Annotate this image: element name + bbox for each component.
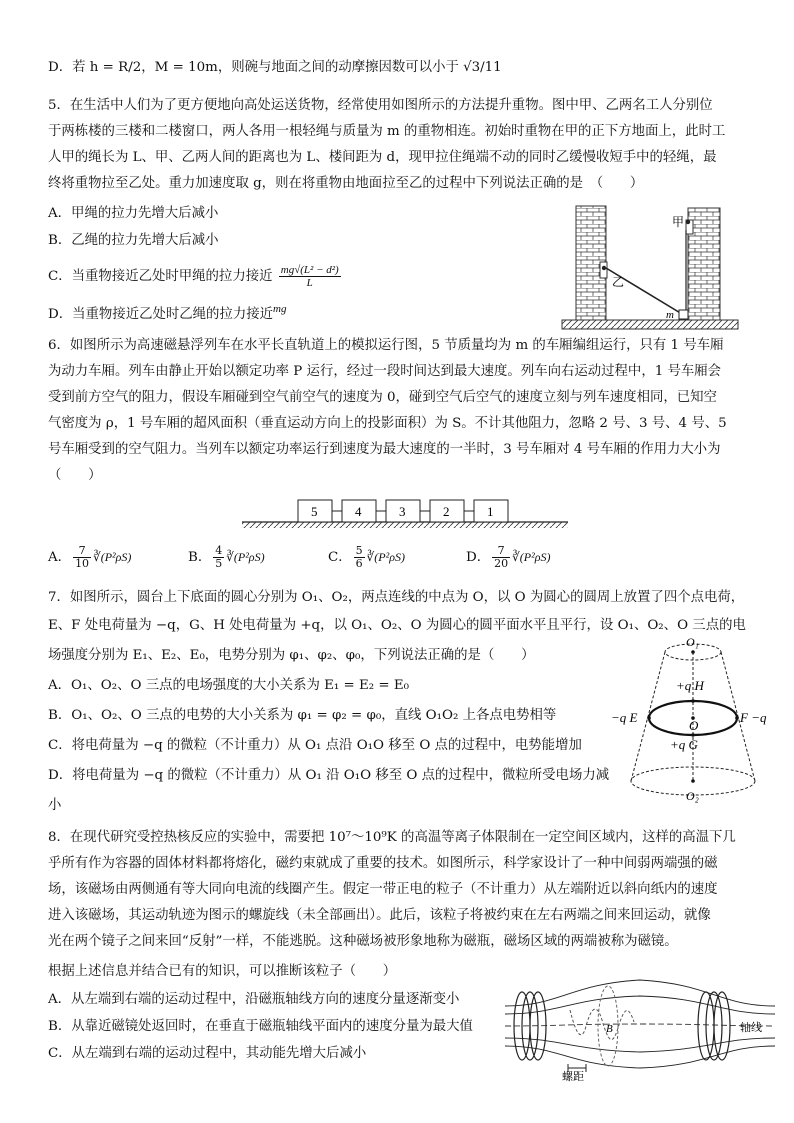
q6-option-c-label: C． — [328, 550, 352, 565]
q6-stem-line2: 为动力车厢。列车由静止开始以额定功率 P 运行，经过一段时间达到最大速度。列车向右运动过程中，1 号车厢会 — [48, 364, 722, 379]
q6-option-c — [328, 545, 405, 570]
q5-option-c-text: C．当重物接近乙处时甲绳的拉力接近 — [48, 269, 273, 284]
q7-option-d-line2: 小 — [48, 798, 62, 813]
q7-fig-label-o1: O₁ — [686, 635, 699, 649]
q8-option-a: A．从左端到右端的运动过程中，沿磁瓶轴线方向的速度分量逐渐变小 — [48, 992, 460, 1007]
q6-option-d-den: 20 — [494, 557, 509, 570]
q6-option-c-den: 6 — [355, 557, 363, 570]
q4-option-d — [48, 58, 502, 78]
q8-stem-line6: 根据上述信息并结合已有的知识，可以推断该粒子（ ） — [48, 964, 397, 979]
q7-stem-line2: E、F 处电荷量为 −q，G、H 处电荷量为 +q，以 O₁、O₂、O 为圆心的圆平面水平且平行，设 O₁、O₂、O 三点的电 — [48, 618, 746, 633]
q7-option-d-line1: D．将电荷量为 −q 的微粒（不计重力）从 O₁ 沿 O₁O 移至 O 点的过程中，微粒所受电场力减 — [48, 768, 610, 783]
q6-option-c-fraction — [354, 545, 365, 570]
q8-stem-line2: 乎所有作为容器的固体材料都将熔化，磁约束就成了重要的技术。如图所示，科学家设计了一种中间弱两端强的磁 — [48, 856, 718, 871]
q8-magnetic-bottle-figure — [500, 970, 780, 1082]
q5-stem-line4: 终将重物拉至乙处。重力加速度取 g，则在将重物由地面拉至乙的过程中下列说法正确的是 （ ） — [48, 176, 644, 191]
q6-option-b-fraction — [213, 545, 224, 570]
q8-stem-line4: 进入该磁场，其运动轨迹为图示的螺旋线（未全部画出）。此后，该粒子将被约束在左右两端之间来回运动，就像 — [48, 908, 711, 923]
q5-fig-label-yi: 乙 — [612, 275, 625, 289]
q6-option-d — [466, 545, 550, 570]
q7-fig-label-f: F −q — [740, 710, 767, 725]
car-3-label: 3 — [399, 504, 406, 519]
q5-buildings-figure — [560, 200, 740, 335]
q5-stem-line1: 5．在生活中人们为了更方便地向高处运送货物，经常使用如图所示的方法提升重物。图中甲、乙两名工人分别位 — [48, 98, 713, 113]
q6-option-a-root: ∛(P²ρS) — [93, 550, 132, 564]
q6-stem-line5: 号车厢受到的空气阻力。当列车以额定功率运行到速度为最大速度的一半时，3 号车厢对 4 号车厢的作用力大小为 — [48, 442, 721, 457]
q6-option-d-fraction — [492, 545, 510, 570]
q6-option-b-num: 4 — [215, 544, 223, 557]
q8-fig-label-pitch: 螺距 — [562, 1071, 584, 1082]
q6-stem-line1: 6．如图所示为高速磁悬浮列车在水平长直轨道上的模拟运行图，5 节质量均为 m 的车厢编组运行，只有 1 号车厢 — [48, 338, 724, 353]
q6-option-c-num: 5 — [355, 544, 363, 557]
q6-option-b — [188, 545, 265, 570]
q5-option-c-denominator: L — [306, 277, 313, 289]
q5-stem-line3: 人甲的绳长为 L、甲、乙两人间的距离也为 L、楼间距为 d，现甲拉住绳端不动的同时乙缓慢收短手中的轻绳，最 — [48, 150, 717, 165]
coil-right — [698, 992, 730, 1060]
q6-option-a-label: A． — [48, 550, 72, 565]
q6-option-d-num: 7 — [492, 545, 510, 558]
q8-stem-line3: 场，该磁场由两侧通有等大同向电流的线圈产生。假定一带正电的粒子（不计重力）从左端附近以斜向纸内的速度 — [48, 882, 718, 897]
q5-option-b: B．乙绳的拉力先增大后减小 — [48, 233, 219, 248]
q7-fig-label-o2: O₂ — [686, 789, 699, 803]
q6-option-a-num: 7 — [73, 545, 91, 558]
q7-stem-line1: 7．如图所示，圆台上下底面的圆心分别为 O₁、O₂，两点连线的中点为 O，以 O 为圆心的圆周上放置了四个点电荷， — [48, 590, 745, 605]
q4-option-d-text: D．若 h = R/2，M = 10m，则碗与地面之间的动摩擦因数可以小于 √3/11 — [48, 60, 502, 75]
q6-option-b-den: 5 — [215, 557, 223, 570]
q8-option-c: C．从左端到右端的运动过程中，其动能先增大后减小 — [48, 1046, 367, 1061]
q5-option-d-tail: mg — [273, 303, 287, 315]
train-cars — [298, 500, 508, 522]
q6-stem-line4: 气密度为 ρ，1 号车厢的超风面积（垂直运动方向上的投影面积）为 S。不计其他阻力，忽略 2 号、3 号、4 号、5 — [48, 416, 727, 431]
q7-fig-label-g: +q G — [670, 737, 698, 752]
q5-option-d — [48, 305, 286, 325]
car-2-label: 2 — [443, 504, 450, 519]
q6-option-a-den: 10 — [75, 557, 90, 570]
q6-train-figure — [240, 496, 570, 532]
q7-frustum-figure — [610, 634, 784, 804]
q5-option-c-fraction — [279, 264, 341, 289]
q7-stem-line3: 场强度分别为 E₁、E₂、E₀，电势分别为 φ₁、φ₂、φ₀，下列说法正确的是（ ） — [48, 648, 535, 663]
q7-fig-label-h: +q H — [676, 678, 704, 693]
q5-stem-line2: 于两栋楼的三楼和二楼窗口，两人各用一根轻绳与质量为 m 的重物相连。初始时重物在甲的正下方地面上，此时工 — [48, 124, 726, 139]
q6-option-a-fraction — [73, 545, 91, 570]
car-5-label: 5 — [311, 504, 318, 519]
q5-option-c-numerator: mg√(L² − d²) — [280, 264, 339, 276]
q6-option-c-root: ∛(P²ρS) — [366, 550, 405, 564]
q6-option-d-label: D． — [466, 550, 491, 565]
car-1-label: 1 — [487, 504, 494, 519]
q6-stem-line3: 受到前方空气的阻力，假设车厢碰到空气前空气的速度为 0，碰到空气后空气的速度立刻与列车速度相同，已知空 — [48, 390, 717, 405]
car-4-label: 4 — [355, 504, 362, 519]
q8-stem-line5: 光在两个镜子之间来回“反射”一样，不能逃脱。这种磁场被形象地称为磁瓶，磁场区域的两端被称为磁镜。 — [48, 934, 678, 949]
q8-fig-label-b: B — [606, 1023, 613, 1035]
q8-stem-line1: 8．在现代研究受控热核反应的实验中，需要把 10⁷～10⁹K 的高温等离子体限制在一定空间区域内，这样的高温下几 — [48, 830, 736, 845]
q7-option-a: A．O₁、O₂、O 三点的电场强度的大小关系为 E₁ = E₂ = E₀ — [48, 678, 409, 693]
q7-option-b: B．O₁、O₂、O 三点的电势的大小关系为 φ₁ = φ₂ = φ₀，直线 O₁O₂ 上各点电势相等 — [48, 708, 557, 723]
q6-option-b-root: ∛(P²ρS) — [226, 550, 265, 564]
q5-option-a: A．甲绳的拉力先增大后减小 — [48, 206, 219, 221]
q6-option-d-root: ∛(P²ρS) — [512, 550, 551, 564]
q5-fig-label-m: m — [666, 309, 674, 321]
q7-fig-label-e: −q E — [611, 710, 638, 725]
q6-option-b-label: B． — [188, 550, 212, 565]
q5-fig-label-jia: 甲 — [672, 215, 685, 229]
q7-fig-label-o: O — [689, 718, 699, 733]
q5-option-c — [48, 264, 343, 289]
q6-option-a — [48, 545, 131, 570]
q8-fig-label-axis: 轴线 — [740, 1022, 762, 1034]
q6-stem-line6: （ ） — [48, 468, 102, 483]
q8-option-b: B．从靠近磁镜处返回时，在垂直于磁瓶轴线平面内的速度分量为最大值 — [48, 1019, 473, 1034]
q7-option-c: C．将电荷量为 −q 的微粒（不计重力）从 O₁ 点沿 O₁O 移至 O 点的过程中，电势能增加 — [48, 738, 582, 753]
q5-option-d-text: D．当重物接近乙处时乙绳的拉力接近 — [48, 307, 273, 322]
